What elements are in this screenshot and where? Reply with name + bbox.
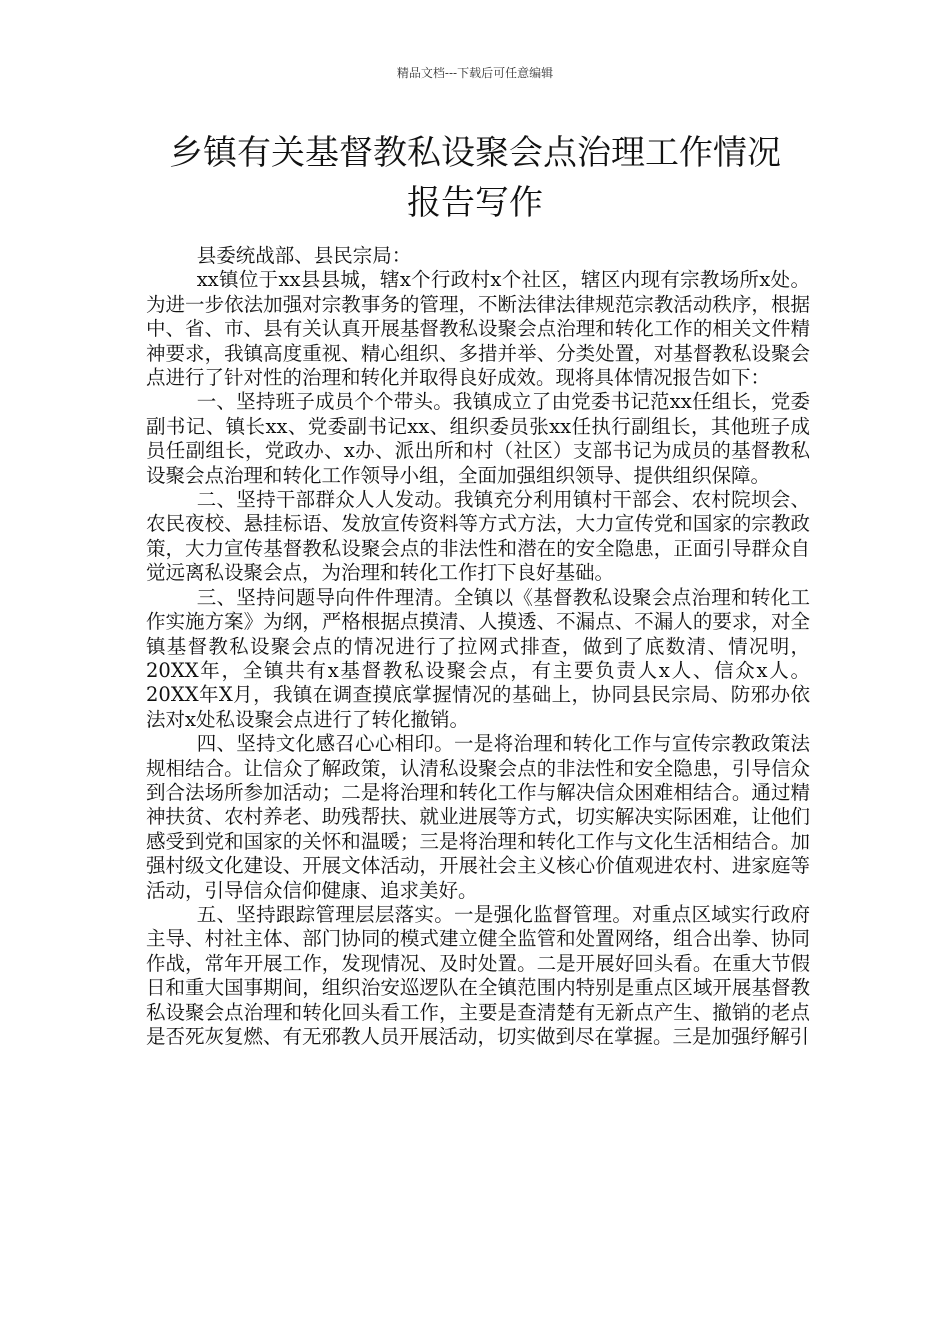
paragraph-section-3: 三、坚持问题导向件件理清。全镇以《基督教私设聚会点治理和转化工作实施方案》为纲，严格根据点摸清、人摸透、不漏点、不漏人的要求，对全镇基督教私设聚会点的情况进行了拉网式排查，做到了底数清、情况明，20XX年，全镇共有x基督教私设聚会点，有主要负责人x人、信众x人。20XX年X月，我镇在调查摸底掌握情况的基础上，协同县民宗局、防邪办依法对x处私设聚会点进行了转化撤销。 [146,585,810,731]
paragraph-section-1: 一、坚持班子成员个个带头。我镇成立了由党委书记范xx任组长，党委副书记、镇长xx、党委副书记xx、组织委员张xx任执行副组长，其他班子成员任副组长，党政办、x办、派出所和村（社区）支部书记为成员的基督教私设聚会点治理和转化工作领导小组，全面加强组织领导、提供组织保障。 [146,390,810,487]
header-note: 精品文档---下载后可任意编辑 [396,66,554,80]
paragraph-section-4: 四、坚持文化感召心心相印。一是将治理和转化工作与宣传宗教政策法规相结合。让信众了解政策，认清私设聚会点的非法性和安全隐患，引导信众到合法场所参加活动；二是将治理和转化工作与解决信众困难相结合。通过精神扶贫、农村养老、助残帮扶、就业进展等方式，切实解决实际困难，让他们感受到党和国家的关怀和温暖；三是将治理和转化工作与文化生活相结合。加强村级文化建设、开展文体活动，开展社会主义核心价值观进农村、进家庭等活动，引导信众信仰健康、追求美好。 [146,732,810,902]
paragraph-section-5: 五、坚持跟踪管理层层落实。一是强化监督管理。对重点区域实行政府主导、村社主体、部门协同的模式建立健全监管和处置网络，组合出拳、协同作战，常年开展工作，发现情况、及时处置。二是开展好回头看。在重大节假日和重大国事期间，组织治安巡逻队在全镇范围内特别是重点区域开展基督教私设聚会点治理和转化回头看工作，主要是查清楚有无新点产生、撤销的老点是否死灰复燃、有无邪教人员开展活动，切实做到尽在掌握。三是加强纾解引 [146,902,810,1048]
paragraph-intro: xx镇位于xx县县城，辖x个行政村x个社区，辖区内现有宗教场所x处。为进一步依法加强对宗教事务的管理，不断法律法律规范宗教活动秩序，根据中、省、市、县有关认真开展基督教私设聚会点治理和转化工作的相关文件精神要求，我镇高度重视、精心组织、多措并举、分类处置，对基督教私设聚会点进行了针对性的治理和转化并取得良好成效。现将具体情况报告如下： [146,268,810,390]
title-line-2: 报告写作 [407,183,543,223]
paragraph-section-2: 二、坚持干部群众人人发动。我镇充分利用镇村干部会、农村院坝会、农民夜校、悬挂标语、发放宣传资料等方式方法，大力宣传党和国家的宗教政策，大力宣传基督教私设聚会点的非法性和潜在的安全隐患，正面引导群众自觉远离私设聚会点，为治理和转化工作打下良好基础。 [146,488,810,585]
title-line-1: 乡镇有关基督教私设聚会点治理工作情况 [169,133,781,173]
document-body [146,244,810,1049]
salutation: 县委统战部、县民宗局： [196,244,412,267]
document-title [0,128,950,228]
